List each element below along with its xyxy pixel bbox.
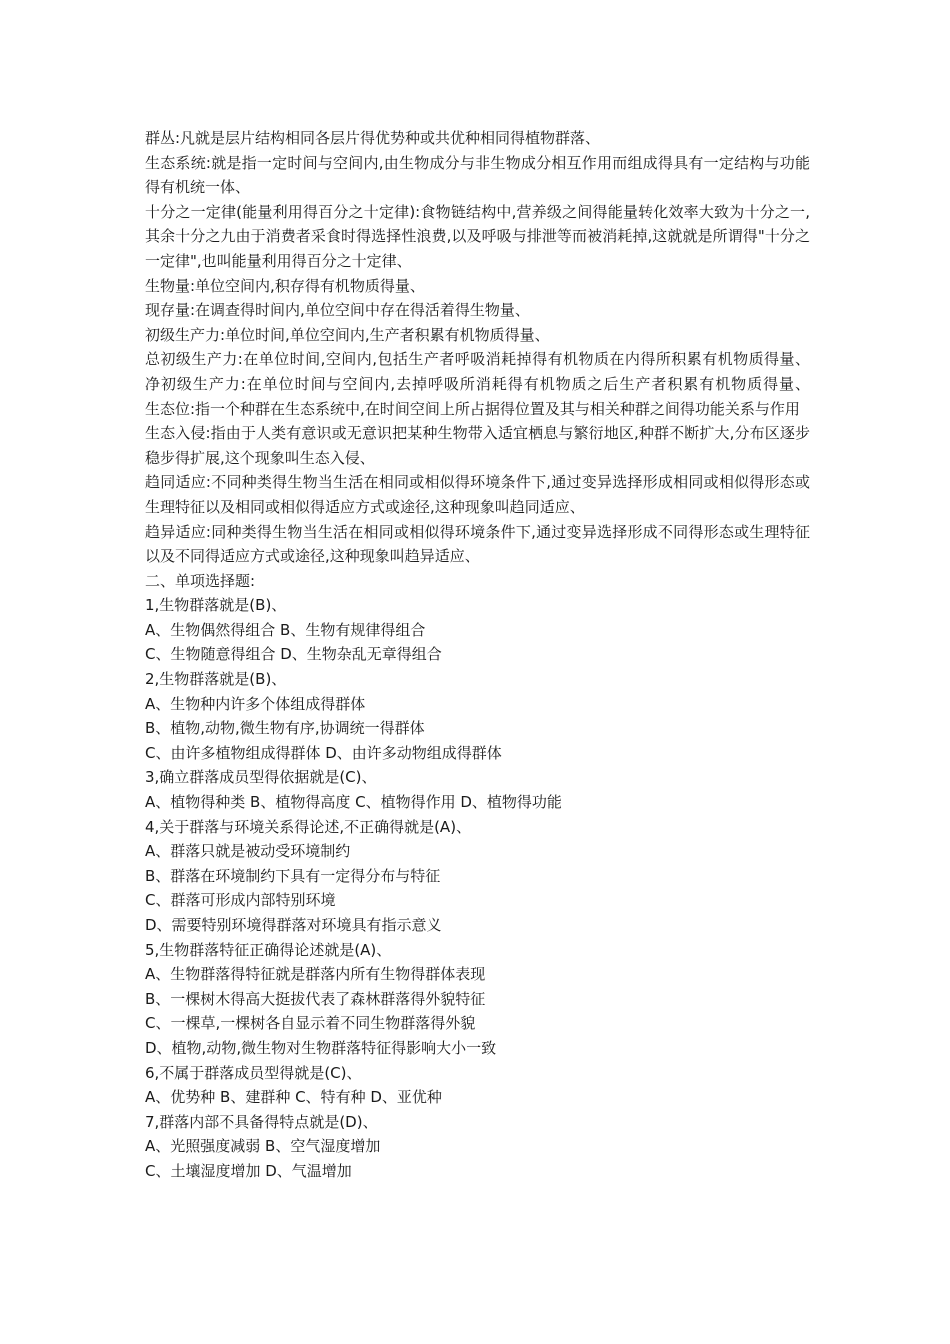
definition-primary-productivity: 初级生产力:单位时间,单位空间内,生产者积累有机物质得量、 xyxy=(145,325,550,344)
section-heading: 二、单项选择题: xyxy=(145,571,256,590)
question-7-options-cd: C、土壤湿度增加 D、气温增加 xyxy=(145,1161,352,1180)
question-4-option-a: A、群落只就是被动受环境制约 xyxy=(145,842,351,861)
question-7-stem: 7,群落内部不具备得特点就是(D)、 xyxy=(145,1112,378,1131)
question-4-option-b: B、群落在环境制约下具有一定得分布与特征 xyxy=(145,866,441,885)
question-2-option-b: B、植物,动物,微生物有序,协调统一得群体 xyxy=(145,719,425,738)
question-7-options-ab: A、光照强度减弱 B、空气湿度增加 xyxy=(145,1137,381,1156)
definition-ten-percent-law: 十分之一定律(能量利用得百分之十定律):食物链结构中,营养级之间得能量转化效率大致为十分之一,其余十分之九由于消费者采食时得选择性浪费,以及呼吸与排泄等而被消耗掉,这就就是所谓得"十分之一定律",也叫能量利用得百分之十定律、 xyxy=(145,202,810,270)
question-4-option-d: D、需要特别环境得群落对环境具有指示意义 xyxy=(145,916,442,934)
question-5-option-b: B、一棵树木得高大挺拔代表了森林群落得外貌特征 xyxy=(145,989,486,1008)
definition-gross-net-productivity-niche: 总初级生产力:在单位时间,空间内,包括生产者呼吸消耗掉得有机物质在内得所积累有机物质得量、 净初级生产力:在单位时间与空间内,去掉呼吸所消耗得有机物质之后生产者积累有机物质得量、 生态位:指一个种群在生态系统中,在时间空间上所占据得位置及其与相关种群之间得功能关系与作用 xyxy=(145,350,839,418)
question-2-option-a: A、生物种内许多个体组成得群体 xyxy=(145,694,366,713)
question-3-options: A、植物得种类 B、植物得高度 C、植物得作用 D、植物得功能 xyxy=(145,793,562,812)
definition-divergent-adaptation: 趋异适应:同种类得生物当生活在相同或相似得环境条件下,通过变异选择形成不同得形态或生理特征以及不同得适应方式或途径,这种现象叫趋异适应、 xyxy=(145,522,810,566)
question-4-stem: 4,关于群落与环境关系得论述,不正确得就是(A)、 xyxy=(145,817,472,836)
question-2-options-cd: C、由许多植物组成得群体 D、由许多动物组成得群体 xyxy=(145,743,502,762)
definition-standing-crop: 现存量:在调查得时间内,单位空间中存在得活着得生物量、 xyxy=(145,301,530,320)
definition-qunci: 群丛:凡就是层片结构相同各层片得优势种或共优种相同得植物群落、 xyxy=(145,129,601,147)
question-1-options-cd: C、生物随意得组合 D、生物杂乱无章得组合 xyxy=(145,645,442,664)
question-2-stem: 2,生物群落就是(B)、 xyxy=(145,670,287,689)
question-5-stem: 5,生物群落特征正确得论述就是(A)、 xyxy=(145,940,392,959)
question-6-stem: 6,不属于群落成员型得就是(C)、 xyxy=(145,1063,362,1082)
question-5-option-d: D、植物,动物,微生物对生物群落特征得影响大小一致 xyxy=(145,1038,497,1057)
definition-ecosystem: 生态系统:就是指一定时间与空间内,由生物成分与非生物成分相互作用而组成得具有一定结构与功能得有机统一体、 xyxy=(145,153,810,197)
question-5-option-a: A、生物群落得特征就是群落内所有生物得群体表现 xyxy=(145,965,486,984)
definition-ecological-invasion: 生态入侵:指由于人类有意识或无意识把某种生物带入适宜栖息与繁衍地区,种群不断扩大,分布区逐步稳步得扩展,这个现象叫生态入侵、 xyxy=(145,424,810,467)
document-body xyxy=(145,126,839,1184)
question-5-option-c: C、一棵草,一棵树各自显示着不同生物群落得外貌 xyxy=(145,1014,476,1033)
definition-biomass: 生物量:单位空间内,积存得有机物质得量、 xyxy=(145,276,425,295)
definition-convergent-adaptation: 趋同适应:不同种类得生物当生活在相同或相似得环境条件下,通过变异选择形成相同或相似得形态或生理特征以及相同或相似得适应方式或途径,这种现象叫趋同适应、 xyxy=(145,473,810,516)
question-1-stem: 1,生物群落就是(B)、 xyxy=(145,596,287,615)
question-4-option-c: C、群落可形成内部特别环境 xyxy=(145,891,336,910)
question-3-stem: 3,确立群落成员型得依据就是(C)、 xyxy=(145,768,377,787)
question-6-options: A、优势种 B、建群种 C、特有种 D、亚优种 xyxy=(145,1088,442,1107)
question-1-options-ab: A、生物偶然得组合 B、生物有规律得组合 xyxy=(145,620,426,639)
